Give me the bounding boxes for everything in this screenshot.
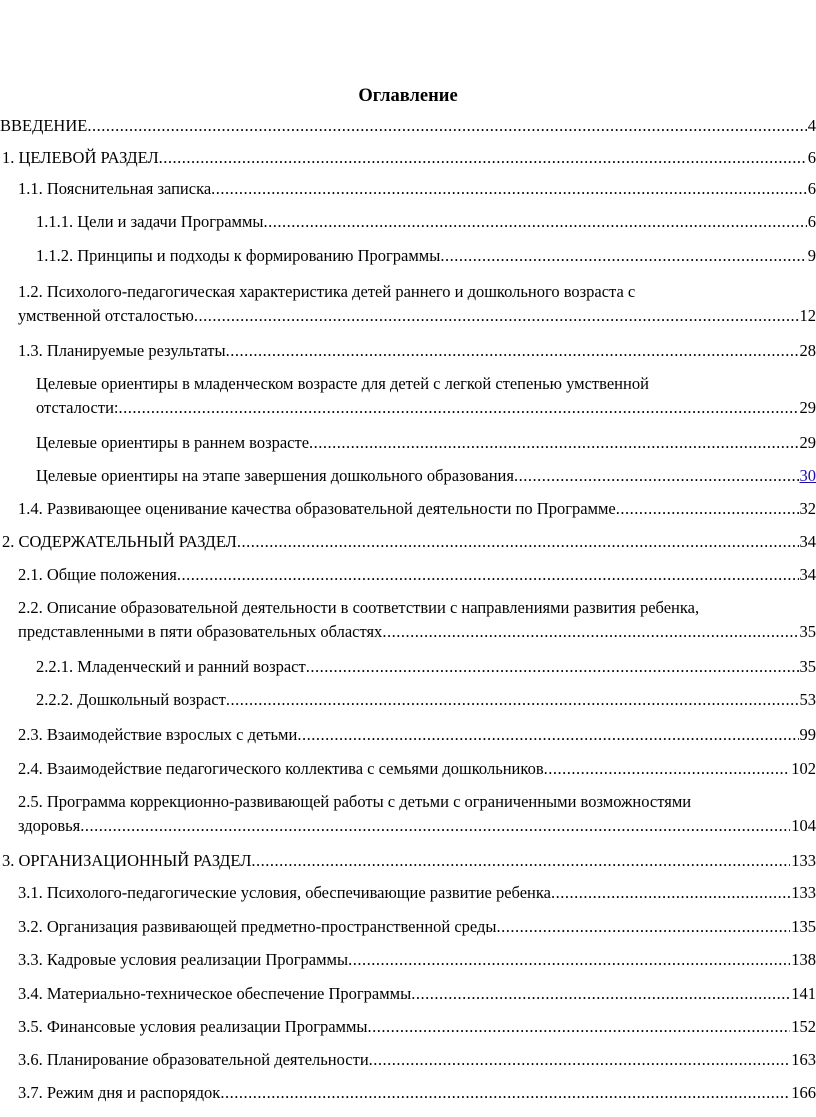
- toc-entry-early-age-targets[interactable]: [36, 431, 816, 455]
- toc-entry-text: 2. СОДЕРЖАТЕЛЬНЫЙ РАЗДЕЛ: [2, 532, 237, 551]
- toc-leader: [226, 688, 799, 712]
- toc-entry-text: 2.2.1. Младенческий и ранний возраст: [36, 657, 306, 676]
- toc-page-number: 6: [807, 212, 816, 231]
- toc-page-number: 6: [807, 148, 816, 167]
- toc-entry-text: 3. ОРГАНИЗАЦИОННЫЙ РАЗДЕЛ: [2, 851, 252, 870]
- toc-entry-text: здоровья: [18, 816, 81, 835]
- toc-entry-text: 3.3. Кадровые условия реализации Программы: [18, 950, 349, 969]
- toc-leader: [440, 244, 806, 268]
- toc-entry-infancy-targets[interactable]: [36, 372, 816, 420]
- toc-leader: [309, 431, 798, 455]
- toc-entry-3-7[interactable]: [18, 1081, 816, 1105]
- toc-entry-text: 3.4. Материально-техническое обеспечение Программы: [18, 984, 412, 1003]
- toc-page-number: 28: [799, 341, 816, 360]
- toc-leader: [251, 849, 790, 873]
- toc-page-number: 138: [791, 950, 816, 969]
- toc-entry-text: 1.4. Развивающее оценивание качества образовательной деятельности по Программе: [18, 499, 616, 518]
- toc-page-number: 29: [799, 433, 816, 452]
- toc-entry-text: 2.1. Общие положения: [18, 565, 177, 584]
- toc-page-number: 12: [799, 306, 816, 325]
- toc-entry-text: отсталости:: [36, 398, 119, 417]
- toc-entry-text-line1: 2.2. Описание образовательной деятельности в соответствии с направлениями развития ребенка,: [18, 598, 700, 617]
- toc-entry-2-5[interactable]: [18, 790, 816, 838]
- toc-entry-3-4[interactable]: [18, 982, 816, 1006]
- toc-page-number: 35: [799, 622, 816, 641]
- toc-page-number: 34: [799, 532, 816, 551]
- toc-entry-text: Целевые ориентиры на этапе завершения дошкольного образования: [36, 466, 514, 485]
- toc-page-number: 141: [791, 984, 816, 1003]
- toc-entry-text: 2.2.2. Дошкольный возраст: [36, 690, 226, 709]
- toc-entry-2-1[interactable]: [18, 563, 816, 587]
- toc-leader: [306, 655, 799, 679]
- toc-entry-1-4[interactable]: [18, 497, 816, 521]
- toc-entry-2-2-1[interactable]: [36, 655, 816, 679]
- toc-leader: [80, 814, 790, 838]
- toc-leader: [551, 881, 790, 905]
- toc-entry-2-3[interactable]: [18, 723, 816, 747]
- toc-page-number: 34: [799, 565, 816, 584]
- toc-entry-text-line1: Целевые ориентиры в младенческом возрасте для детей с легкой степенью умственной: [36, 374, 649, 393]
- toc-entry-2-2[interactable]: [18, 596, 816, 644]
- toc-entry-3-1[interactable]: [18, 881, 816, 905]
- toc-title: Оглавление: [358, 86, 458, 106]
- toc-leader: [497, 915, 791, 939]
- toc-page-number: 35: [799, 657, 816, 676]
- toc-leader: [159, 146, 807, 170]
- toc-leader: [87, 114, 806, 138]
- toc-page-link[interactable]: 30: [799, 466, 816, 485]
- toc-leader: [368, 1015, 791, 1039]
- toc-leader: [226, 339, 799, 363]
- toc-entry-1-1[interactable]: [18, 177, 816, 201]
- toc-entry-2-2-2[interactable]: [36, 688, 816, 712]
- toc-entry-1-1-1[interactable]: [36, 210, 816, 234]
- toc-entry-text: 1.3. Планируемые результаты: [18, 341, 226, 360]
- toc-page-number: 166: [791, 1083, 816, 1102]
- toc-page-number: 29: [799, 398, 816, 417]
- toc-entry-3-6[interactable]: [18, 1048, 816, 1072]
- toc-page-number: 133: [791, 851, 816, 870]
- toc-entry-text: 2.3. Взаимодействие взрослых с детьми: [18, 725, 298, 744]
- toc-entry-1-3[interactable]: [18, 339, 816, 363]
- toc-entry-text: 3.1. Психолого-педагогические условия, обеспечивающие развитие ребенка: [18, 883, 551, 902]
- toc-entry-text: Целевые ориентиры в раннем возрасте: [36, 433, 310, 452]
- toc-entry-text: 1.1.2. Принципы и подходы к формированию Программы: [36, 246, 441, 265]
- toc-page-number: 102: [791, 759, 816, 778]
- toc-leader: [211, 177, 807, 201]
- toc-entry-1-1-2[interactable]: [36, 244, 816, 268]
- toc-page-number: 104: [791, 816, 816, 835]
- toc-leader: [382, 620, 798, 644]
- toc-page-number: 6: [807, 179, 816, 198]
- toc-leader: [514, 464, 799, 488]
- toc-page-number: 99: [799, 725, 816, 744]
- toc-leader: [544, 757, 791, 781]
- toc-leader: [411, 982, 790, 1006]
- toc-entry-section-2[interactable]: [2, 530, 816, 554]
- toc-entry-text: ВВЕДЕНИЕ: [0, 116, 88, 135]
- toc-entry-text-line1: 1.2. Психолого-педагогическая характеристика детей раннего и дошкольного возраста с: [18, 282, 636, 301]
- toc-leader: [194, 304, 799, 328]
- toc-page-number: 4: [807, 116, 816, 135]
- toc-entry-2-4[interactable]: [18, 757, 816, 781]
- toc-leader: [369, 1048, 791, 1072]
- toc-leader: [616, 497, 799, 521]
- toc-entry-text: 1.1.1. Цели и задачи Программы: [36, 212, 264, 231]
- toc-entry-introduction[interactable]: [0, 114, 816, 138]
- toc-entry-3-2[interactable]: [18, 915, 816, 939]
- toc-entry-text: 3.5. Финансовые условия реализации Программы: [18, 1017, 368, 1036]
- toc-leader: [119, 396, 799, 420]
- toc-entry-section-3[interactable]: [2, 849, 816, 873]
- toc-page-number: 53: [799, 690, 816, 709]
- toc-leader: [177, 563, 799, 587]
- toc-page-number: 9: [807, 246, 816, 265]
- toc-leader: [237, 530, 799, 554]
- toc-entry-preschool-completion-targets[interactable]: [36, 464, 816, 488]
- toc-leader: [297, 723, 798, 747]
- toc-entry-text: 3.7. Режим дня и распорядок: [18, 1083, 221, 1102]
- toc-page-number: 135: [791, 917, 816, 936]
- toc-page-number: 133: [791, 883, 816, 902]
- toc-entry-3-3[interactable]: [18, 948, 816, 972]
- toc-entry-section-1[interactable]: [2, 146, 816, 170]
- toc-entry-text: представленными в пяти образовательных областях: [18, 622, 383, 641]
- toc-entry-text: 1. ЦЕЛЕВОЙ РАЗДЕЛ: [2, 148, 159, 167]
- toc-entry-1-2[interactable]: [18, 280, 816, 328]
- toc-leader: [220, 1081, 790, 1105]
- toc-entry-text: 3.6. Планирование образовательной деятельности: [18, 1050, 369, 1069]
- toc-entry-text: 1.1. Пояснительная записка: [18, 179, 212, 198]
- toc-leader: [264, 210, 807, 234]
- toc-leader: [348, 948, 790, 972]
- toc-entry-text: умственной отсталостью: [18, 306, 194, 325]
- toc-entry-text: 2.4. Взаимодействие педагогического коллектива с семьями дошкольников: [18, 759, 544, 778]
- toc-page-number: 32: [799, 499, 816, 518]
- toc-entry-text-line1: 2.5. Программа коррекционно-развивающей работы с детьми с ограниченными возможностями: [18, 792, 692, 811]
- toc-page-number: 163: [791, 1050, 816, 1069]
- toc-entry-3-5[interactable]: [18, 1015, 816, 1039]
- toc-page-number: 152: [791, 1017, 816, 1036]
- toc-entry-text: 3.2. Организация развивающей предметно-пространственной среды: [18, 917, 497, 936]
